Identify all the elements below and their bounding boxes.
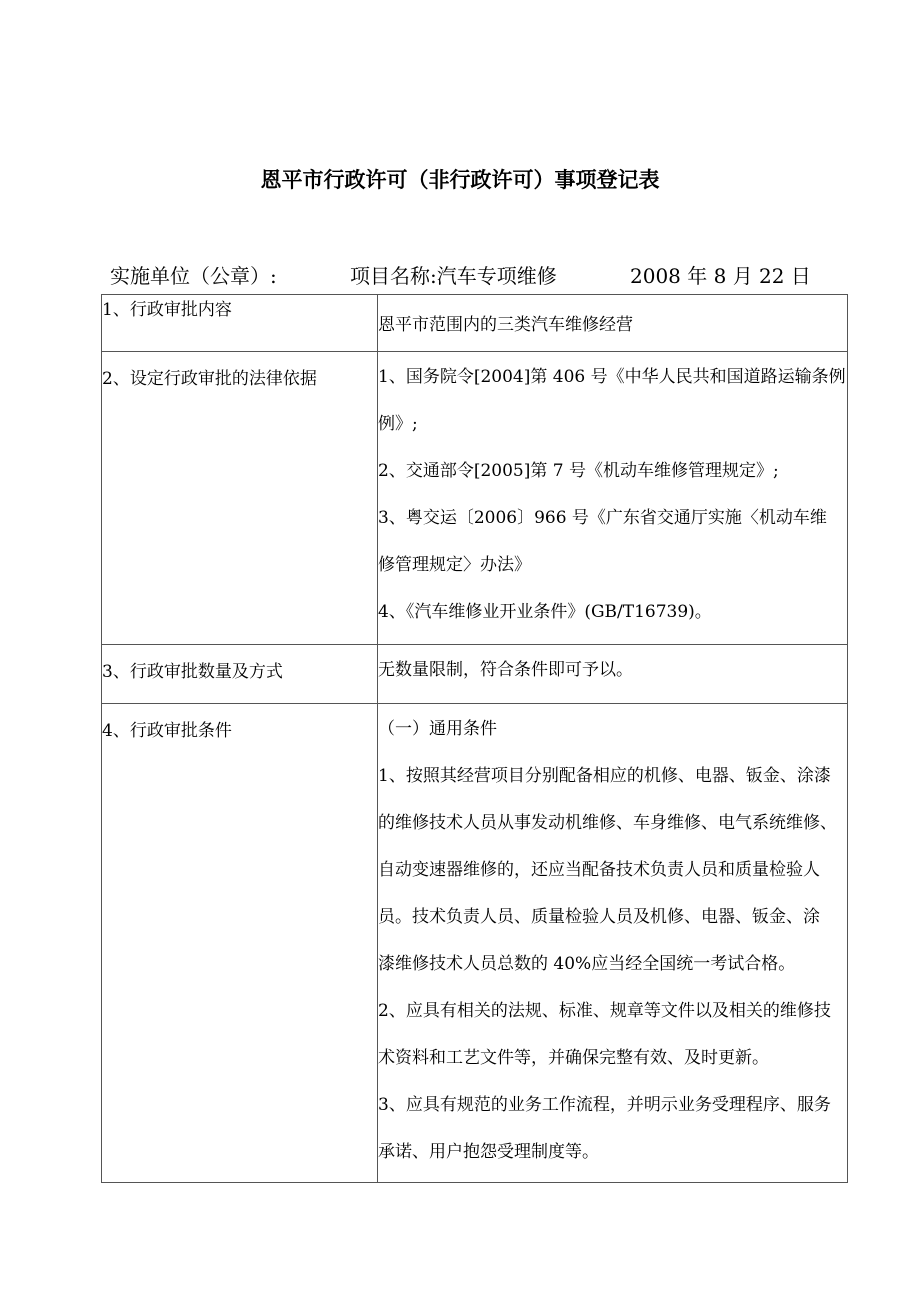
content-line: （一）通用条件 xyxy=(378,719,497,739)
content-line: 例》; xyxy=(378,414,418,434)
table-row xyxy=(102,704,848,1183)
content-line: 1、按照其经营项目分别配备相应的机修、电器、钣金、涂漆 xyxy=(378,766,831,786)
content-line: 漆维修技术人员总数的 40%应当经全国统一考试合格。 xyxy=(378,954,796,974)
content-line: 自动变速器维修的，还应当配备技术负责人员和质量检验人 xyxy=(378,860,820,880)
table-row xyxy=(102,645,848,704)
content-line: 3、粤交运〔2006〕966 号《广东省交通厅实施〈机动车维 xyxy=(378,508,827,528)
row-content xyxy=(378,352,848,645)
row-label: 4、行政审批条件 xyxy=(102,704,378,1183)
row-label: 1、行政审批内容 xyxy=(102,295,378,352)
content-line: 员。技术负责人员、质量检验人员及机修、电器、钣金、涂 xyxy=(378,907,820,927)
registration-table xyxy=(101,294,848,1183)
content-line: 2、交通部令[2005]第 7 号《机动车维修管理规定》; xyxy=(378,461,779,481)
row-content xyxy=(378,295,848,352)
content-line: 承诺、用户抱怨受理制度等。 xyxy=(378,1142,599,1162)
content-line: 修管理规定〉办法》 xyxy=(378,555,531,575)
row-content xyxy=(378,704,848,1183)
content-line: 4、《汽车维修业开业条件》(GB/T16739)。 xyxy=(378,602,712,622)
project-name: 项目名称:汽车专项维修 xyxy=(350,264,557,288)
content-line: 2、应具有相关的法规、标准、规章等文件以及相关的维修技 xyxy=(378,1001,831,1021)
row-label: 2、设定行政审批的法律依据 xyxy=(102,352,378,645)
content-line: 的维修技术人员从事发动机维修、车身维修、电气系统维修、 xyxy=(378,813,837,833)
content-line: 无数量限制，符合条件即可予以。 xyxy=(378,660,633,680)
page-title: 恩平市行政许可（非行政许可）事项登记表 xyxy=(260,167,660,192)
content-line: 1、国务院令[2004]第 406 号《中华人民共和国道路运输条例 xyxy=(378,367,846,387)
row-label: 3、行政审批数量及方式 xyxy=(102,645,378,704)
content-line: 恩平市范围内的三类汽车维修经营 xyxy=(378,315,633,335)
table-row xyxy=(102,352,848,645)
registration-date: 2008 年 8 月 22 日 xyxy=(630,264,811,288)
row-content xyxy=(378,645,848,704)
content-line: 术资料和工艺文件等，并确保完整有效、及时更新。 xyxy=(378,1048,769,1068)
table-row xyxy=(102,295,848,352)
content-line: 3、应具有规范的业务工作流程，并明示业务受理程序、服务 xyxy=(378,1095,831,1115)
implementing-unit-label: 实施单位（公章）: xyxy=(110,264,277,288)
